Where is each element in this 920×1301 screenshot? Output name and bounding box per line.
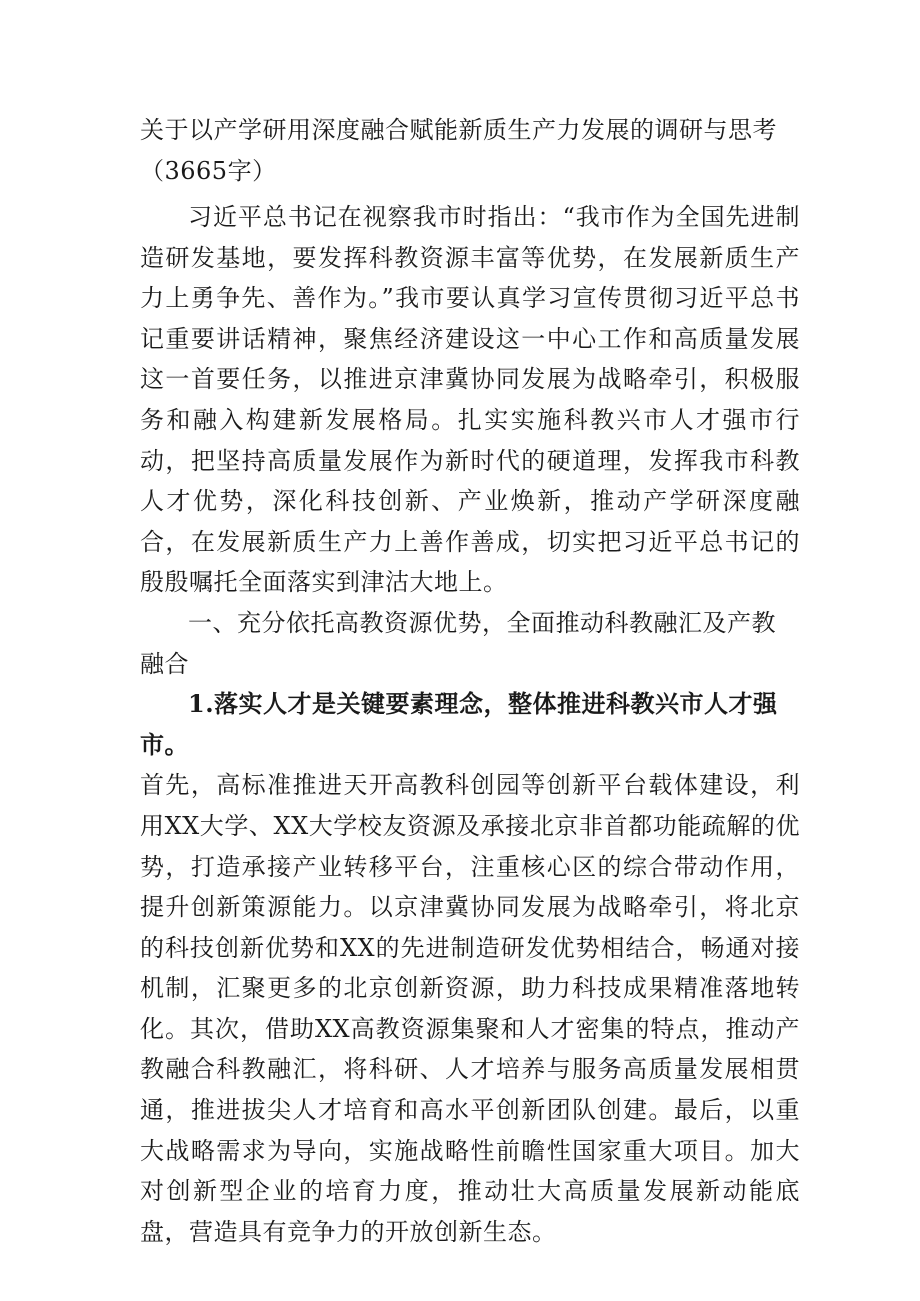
subsection-1-heading: 1.落实人才是关键要素理念，整体推进科教兴市人才强市。 xyxy=(140,689,778,759)
subsection-1-body: 首先，高标准推进天开高教科创园等创新平台载体建设，利用XX大学、XX大学校友资源及承接北京非首都功能疏解的优势，打造承接产业转移平台，注重核心区的综合带动作用，提升创新策源能力。以京津冀协同发展为战略牵引，将北京的科技创新优势和XX的先进制造研发优势相结合，畅通对接机制，汇聚更多的北京创新资源，助力科技成果精准落地转化。其次，借助XX高教资源集聚和人才密集的特点，推动产教融合科教融汇，将科研、人才培养与服务高质量发展相贯通，推进拔尖人才培育和高水平创新团队创建。最后，以重大战略需求为导向，实施战略性前瞻性国家重大项目。加大对创新型企业的培育力度，推动壮大高质量发展新动能底盘，营造具有竞争力的开放创新生态。 xyxy=(140,771,800,1246)
intro-paragraph: 习近平总书记在视察我市时指出：“我市作为全国先进制造研发基地，要发挥科教资源丰富等优势，在发展新质生产力上勇争先、善作为。”我市要认真学习宣传贯彻习近平总书记重要讲话精神，聚焦经济建设这一中心工作和高质量发展这一首要任务，以推进京津冀协同发展为战略牵引，积极服务和融入构建新发展格局。扎实实施科教兴市人才强市行动，把坚持高质量发展作为新时代的硬道理，发挥我市科教人才优势，深化科技创新、产业焕新，推动产学研深度融合，在发展新质生产力上善作善成，切实把习近平总书记的殷殷嘱托全面落实到津沽大地上。 xyxy=(140,203,800,597)
section-1-heading: 一、充分依托高教资源优势，全面推动科教融汇及产教融合 xyxy=(140,608,776,678)
document-title: 关于以产学研用深度融合赋能新质生产力发展的调研与思考（3665字） xyxy=(140,116,777,185)
document-body xyxy=(140,110,800,1252)
